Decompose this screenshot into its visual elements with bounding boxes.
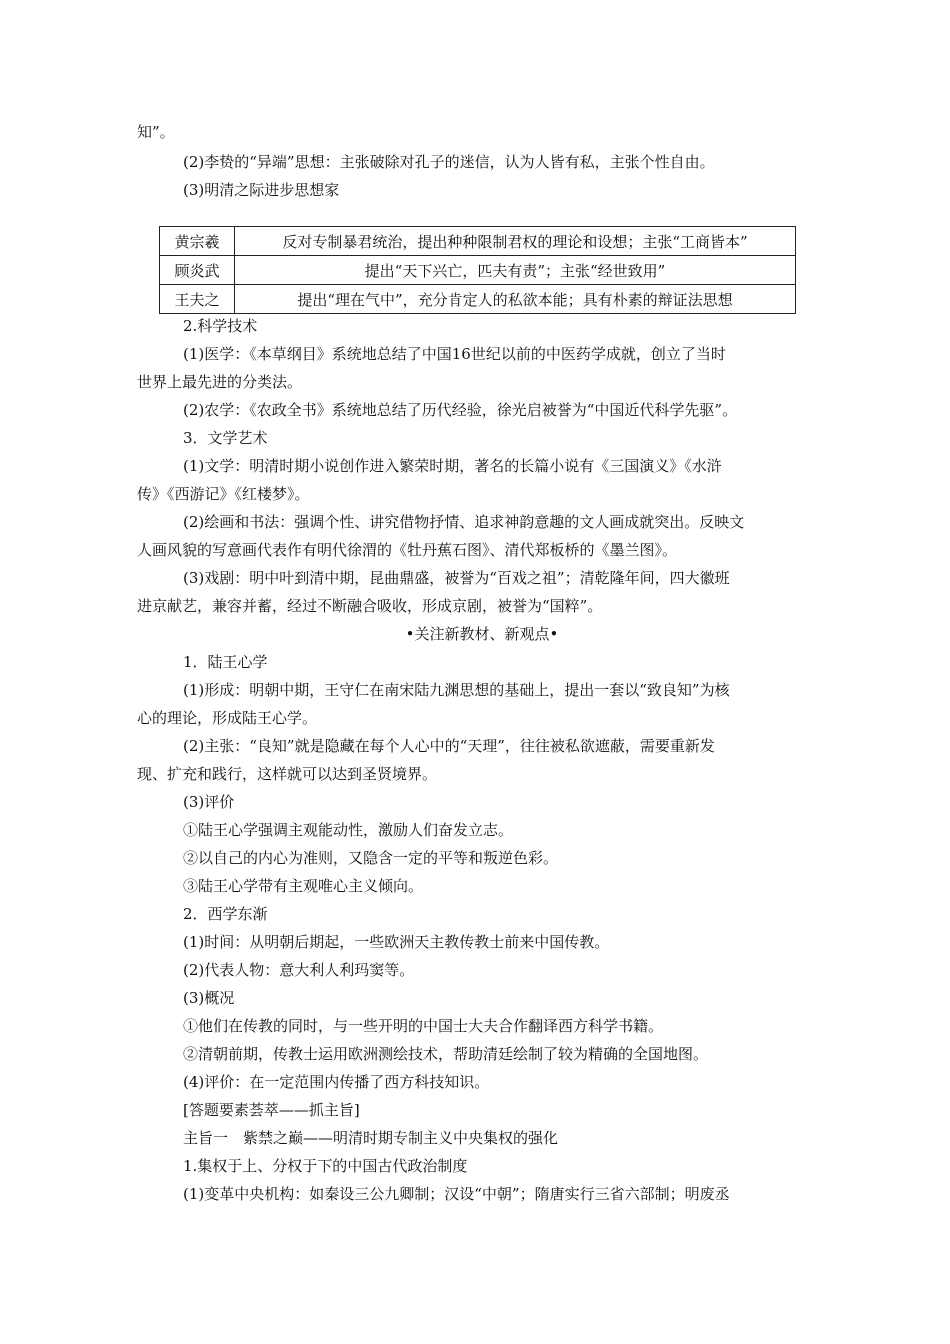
text-line: (2)主张：“良知”就是隐藏在每个人心中的“天理”，往往被私欲遮蔽，需要重新发 (183, 737, 715, 755)
thinker-name: 王夫之 (160, 285, 235, 314)
section-title: 3．文学艺术 (183, 429, 268, 447)
thinkers-table (159, 226, 796, 314)
text-line: (1)文学：明清时期小说创作进入繁荣时期，著名的长篇小说有《三国演义》《水浒 (183, 457, 722, 475)
text-line: (1)变革中央机构：如秦设三公九卿制；汉设“中朝”；隋唐实行三省六部制；明废丞 (183, 1185, 730, 1203)
table-row (160, 256, 796, 285)
text-line: ②清朝前期，传教士运用欧洲测绘技术，帮助清廷绘制了较为精确的全国地图。 (183, 1045, 709, 1063)
thinker-name: 黄宗羲 (160, 227, 235, 256)
text-line: (2)李贽的“异端”思想：主张破除对孔子的迷信，认为人皆有私，主张个性自由。 (183, 153, 715, 171)
section-title: 2.科学技术 (183, 317, 258, 335)
text-line: (3)评价 (183, 793, 235, 811)
text-line: 人画风貌的写意画代表作有明代徐渭的《牡丹蕉石图》、清代郑板桥的《墨兰图》。 (137, 541, 678, 559)
section-heading: •关注新教材、新观点• (405, 625, 559, 643)
text-line: (1)时间：从明朝后期起，一些欧洲天主教传教士前来中国传教。 (183, 933, 610, 951)
section-title: 2．西学东渐 (183, 905, 268, 923)
text-line: (2)农学：《农政全书》系统地总结了历代经验，徐光启被誉为“中国近代科学先驱”。 (183, 401, 738, 419)
text-line: 世界上最先进的分类法。 (137, 373, 303, 391)
text-line: ①陆王心学强调主观能动性，激励人们奋发立志。 (183, 821, 514, 839)
section-title: 1．陆王心学 (183, 653, 268, 671)
table-row (160, 285, 796, 314)
text-line: 心的理论，形成陆王心学。 (137, 709, 318, 727)
text-line: 现、扩充和践行，这样就可以达到圣贤境界。 (137, 765, 438, 783)
text-line: 知”。 (137, 123, 175, 141)
text-line: (4)评价：在一定范围内传播了西方科技知识。 (183, 1073, 490, 1091)
text-line: 进京献艺，兼容并蓄，经过不断融合吸收，形成京剧，被誉为“国粹”。 (137, 597, 603, 615)
table-row (160, 227, 796, 256)
text-line: (2)绘画和书法：强调个性、讲究借物抒情、追求神韵意趣的文人画成就突出。反映文 (183, 513, 745, 531)
text-line: ①他们在传教的同时，与一些开明的中国士大夫合作翻译西方科学书籍。 (183, 1017, 664, 1035)
text-line: (1)医学：《本草纲目》系统地总结了中国16世纪以前的中医药学成就，创立了当时 (183, 345, 726, 363)
thinker-description: 提出“天下兴亡，匹夫有责”；主张“经世致用” (235, 256, 796, 285)
text-line: (3)明清之际进步思想家 (183, 181, 340, 199)
text-line: ③陆王心学带有主观唯心主义倾向。 (183, 877, 424, 895)
text-line: 1.集权于上、分权于下的中国古代政治制度 (183, 1157, 468, 1175)
text-line: (2)代表人物：意大利人利玛窦等。 (183, 961, 415, 979)
text-line: (1)形成：明朝中期，王守仁在南宋陆九渊思想的基础上，提出一套以“致良知”为核 (183, 681, 730, 699)
thinker-name: 顾炎武 (160, 256, 235, 285)
text-line: 传》《西游记》《红楼梦》。 (137, 485, 310, 503)
thinker-description: 反对专制暴君统治，提出种种限制君权的理论和设想；主张“工商皆本” (235, 227, 796, 256)
thinker-description: 提出“理在气中”，充分肯定人的私欲本能；具有朴素的辩证法思想 (235, 285, 796, 314)
text-line: 主旨一 紫禁之巅——明清时期专制主义中央集权的强化 (183, 1129, 559, 1147)
text-line: (3)戏剧：明中叶到清中期，昆曲鼎盛，被誉为“百戏之祖”；清乾隆年间，四大徽班 (183, 569, 730, 587)
text-line: [答题要素荟萃——抓主旨] (183, 1101, 360, 1119)
text-line: ②以自己的内心为准则，又隐含一定的平等和叛逆色彩。 (183, 849, 559, 867)
text-line: (3)概况 (183, 989, 235, 1007)
